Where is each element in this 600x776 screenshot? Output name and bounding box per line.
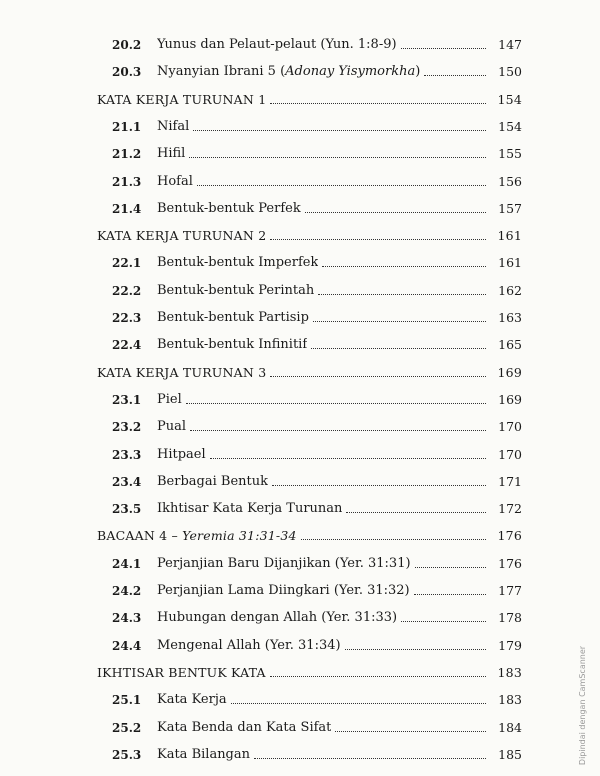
toc-chapter-entry[interactable]: [97, 224, 522, 244]
entry-title: [157, 392, 182, 408]
entry-title-text: BACAAN 4 –: [97, 528, 183, 544]
dot-leader: [346, 512, 486, 513]
entry-title: [157, 556, 411, 572]
entry-title-text: Hitpael: [157, 446, 206, 462]
entry-title: [157, 283, 314, 299]
dot-leader: [189, 157, 486, 158]
section-number: 23.5: [112, 502, 142, 517]
page-number: 176: [498, 555, 522, 571]
page-number: 165: [498, 337, 522, 353]
section-number: 20.3: [112, 65, 142, 80]
page-number: 179: [498, 637, 522, 653]
dot-leader: [186, 403, 486, 404]
section-number: 23.1: [112, 392, 142, 407]
entry-title-text: Bentuk-bentuk Partisip: [157, 310, 309, 325]
page-number: 176: [497, 528, 522, 544]
section-number: 21.4: [112, 201, 142, 216]
entry-title-text: Bentuk-bentuk Imperfek: [157, 255, 319, 271]
scanner-watermark-text: Dipindai dengan CamScanner: [578, 645, 588, 765]
entry-title: [157, 146, 185, 162]
page-number: 185: [498, 746, 522, 762]
toc-section-entry[interactable]: [112, 60, 522, 80]
entry-title: [157, 638, 341, 654]
toc-section-entry[interactable]: [112, 579, 522, 599]
entry-title: [97, 92, 266, 108]
toc-section-entry[interactable]: [112, 251, 522, 271]
section-number: 21.3: [112, 174, 142, 189]
entry-title-text: Kata Benda dan Kata Sifat: [157, 719, 332, 735]
entry-title: [157, 692, 227, 708]
toc-section-entry[interactable]: [112, 33, 522, 53]
toc-section-entry[interactable]: [112, 306, 522, 326]
entry-title-italic: Adonay Yisymorkha: [285, 64, 416, 80]
dot-leader: [401, 48, 486, 49]
page-number: 163: [498, 310, 522, 325]
dot-leader: [270, 676, 486, 677]
entry-title-text: IKHTISAR BENTUK KATA: [97, 664, 266, 680]
page-number: 154: [497, 91, 522, 107]
dot-leader: [270, 376, 486, 377]
toc-section-entry[interactable]: [112, 634, 522, 654]
toc-section-entry[interactable]: [112, 388, 522, 408]
page-number: 177: [498, 583, 522, 598]
toc-section-entry[interactable]: [112, 142, 522, 162]
entry-title: [97, 228, 266, 244]
toc-section-entry[interactable]: [112, 470, 522, 490]
toc-section-entry[interactable]: [112, 333, 522, 353]
entry-title-text: Bentuk-bentuk Infinitif: [157, 337, 308, 353]
page-number: 161: [497, 228, 522, 244]
toc-section-entry[interactable]: [112, 552, 522, 572]
toc-section-entry[interactable]: [112, 115, 522, 135]
entry-title-text: Bentuk-bentuk Perfek: [157, 200, 301, 216]
entry-title: [157, 64, 420, 80]
toc-section-entry[interactable]: [112, 197, 522, 217]
section-number: 23.2: [112, 420, 142, 435]
toc-section-entry[interactable]: [112, 497, 522, 517]
section-number: 23.3: [112, 447, 142, 462]
page-number: 162: [498, 282, 522, 298]
entry-title-text: Kata Bilangan: [157, 746, 251, 762]
entry-title-text: Piel: [157, 391, 182, 407]
toc-section-entry[interactable]: [112, 688, 522, 708]
entry-title-text: Kata Kerja: [157, 692, 227, 708]
dot-leader: [415, 567, 486, 568]
entry-title-text: Hofal: [157, 173, 193, 189]
toc-section-entry[interactable]: [112, 743, 522, 763]
entry-title-text: Berbagai Bentuk: [157, 473, 268, 489]
toc-section-entry[interactable]: [112, 606, 522, 626]
entry-title-text: Ikhtisar Kata Kerja Turunan: [157, 501, 343, 517]
entry-title: [157, 419, 186, 435]
page-number: 161: [498, 255, 522, 271]
toc-section-entry[interactable]: [112, 443, 522, 463]
entry-title-text: Bentuk-bentuk Perintah: [157, 282, 315, 298]
page-number: 183: [497, 664, 522, 680]
entry-title-text: Mengenal Allah (Yer. 31:34): [157, 637, 341, 653]
dot-leader: [231, 703, 486, 704]
entry-title: [157, 337, 307, 353]
entry-title-text: Yunus dan Pelaut-pelaut (Yun. 1:8-9): [157, 37, 397, 52]
page-number: 156: [498, 173, 522, 189]
page-number: 150: [498, 64, 522, 80]
section-number: 22.4: [112, 338, 142, 353]
toc-section-entry[interactable]: [112, 279, 522, 299]
dot-leader: [335, 731, 486, 732]
page-number: 171: [498, 473, 522, 489]
page-number: 169: [497, 364, 522, 380]
dot-leader: [254, 758, 486, 759]
dot-leader: [190, 430, 486, 431]
entry-title: [157, 310, 309, 326]
page-number: 170: [498, 446, 522, 462]
dot-leader: [272, 485, 486, 486]
dot-leader: [313, 321, 486, 322]
entry-title: [157, 501, 342, 517]
entry-title: [157, 447, 206, 463]
entry-title-suffix: ): [415, 64, 421, 80]
entry-title: [157, 583, 410, 599]
section-number: 25.1: [112, 693, 142, 708]
page-number: 184: [498, 719, 522, 735]
entry-title: [157, 119, 189, 135]
dot-leader: [305, 212, 486, 213]
section-number: 21.1: [112, 119, 142, 134]
page-number: 155: [498, 146, 522, 162]
entry-title-text: Perjanjian Baru Dijanjikan (Yer. 31:31): [157, 555, 411, 571]
entry-title: [97, 365, 266, 381]
entry-title: [157, 720, 331, 736]
dot-leader: [197, 185, 486, 186]
entry-title-italic: Yeremia 31:31-34: [182, 528, 297, 544]
entry-title: [157, 37, 397, 53]
dot-leader: [210, 458, 486, 459]
toc-chapter-entry[interactable]: [97, 361, 522, 381]
entry-title: [157, 255, 318, 271]
entry-title-text: Perjanjian Lama Diingkari (Yer. 31:32): [157, 583, 410, 598]
entry-title: [157, 201, 301, 217]
section-number: 22.2: [112, 283, 142, 298]
toc-chapter-entry[interactable]: [97, 524, 522, 544]
dot-leader: [270, 103, 486, 104]
toc-chapter-entry[interactable]: [97, 661, 522, 681]
entry-title: [157, 747, 250, 763]
dot-leader: [311, 348, 486, 349]
entry-title-text: Hifil: [157, 146, 186, 162]
dot-leader: [301, 539, 486, 540]
section-number: 24.3: [112, 611, 142, 626]
entry-title: [97, 665, 266, 681]
entry-title: [97, 528, 297, 544]
section-number: 23.4: [112, 474, 142, 489]
section-number: 24.4: [112, 638, 142, 653]
dot-leader: [318, 294, 486, 295]
page-number: 178: [498, 610, 522, 626]
scanner-watermark: [576, 640, 590, 770]
entry-title-text: KATA KERJA TURUNAN 3: [97, 364, 267, 380]
toc-chapter-entry[interactable]: [97, 88, 522, 108]
page-number: 157: [498, 200, 522, 216]
page-number: 183: [498, 692, 522, 708]
section-number: 22.3: [112, 311, 142, 325]
entry-title: [157, 610, 397, 626]
dot-leader: [193, 130, 486, 131]
entry-title-text: Hubungan dengan Allah (Yer. 31:33): [157, 610, 398, 626]
dot-leader: [414, 594, 486, 595]
section-number: 24.1: [112, 556, 142, 571]
section-number: 22.1: [112, 256, 142, 271]
page-number: 169: [498, 391, 522, 407]
dot-leader: [424, 75, 486, 76]
dot-leader: [401, 621, 486, 622]
entry-title-text: Pual: [157, 419, 187, 435]
entry-title-text: Nyanyian Ibrani 5 (: [157, 64, 286, 80]
entry-title-text: KATA KERJA TURUNAN 2: [97, 228, 267, 244]
dot-leader: [322, 266, 486, 267]
section-number: 20.2: [112, 38, 142, 52]
entry-title-text: KATA KERJA TURUNAN 1: [97, 91, 267, 107]
dot-leader: [345, 649, 486, 650]
entry-title: [157, 474, 268, 490]
entry-title: [157, 174, 193, 190]
section-number: 25.2: [112, 720, 142, 735]
page-number: 172: [498, 501, 522, 517]
page-number: 154: [498, 118, 522, 134]
toc-section-entry[interactable]: [112, 170, 522, 190]
page-number: 147: [498, 37, 522, 52]
entry-title-text: Nifal: [157, 118, 190, 134]
toc-section-entry[interactable]: [112, 415, 522, 435]
section-number: 25.3: [112, 747, 142, 762]
section-number: 24.2: [112, 584, 142, 598]
dot-leader: [270, 239, 486, 240]
page-number: 170: [498, 419, 522, 435]
toc-section-entry[interactable]: [112, 716, 522, 736]
section-number: 21.2: [112, 147, 142, 162]
